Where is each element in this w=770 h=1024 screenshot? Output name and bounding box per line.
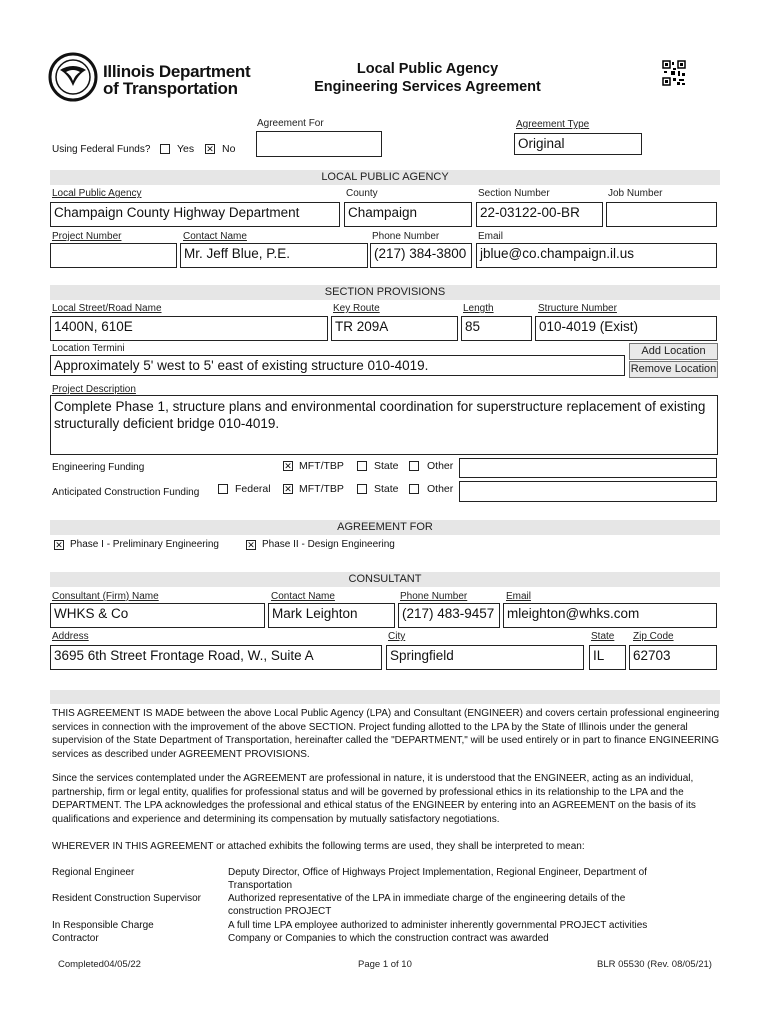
form-title-line-2: Engineering Services Agreement (314, 79, 541, 95)
city-field[interactable]: Springfield (386, 645, 584, 670)
job-number-field[interactable] (606, 202, 717, 227)
federal-funds-yes-label: Yes (177, 143, 195, 155)
lpa-contact-name-field[interactable]: Mr. Jeff Blue, P.E. (180, 243, 368, 268)
completed-date: Completed04/05/22 (58, 959, 141, 970)
consultant-header: CONSULTANT (50, 572, 720, 587)
term-contractor: Contractor (52, 933, 99, 944)
consultant-contact-field[interactable]: Mark Leighton (268, 603, 395, 628)
con-state-label: State (374, 483, 399, 495)
agreement-type-field[interactable]: Original (514, 133, 642, 155)
eng-mft-label: MFT/TBP (299, 460, 344, 472)
definition-in-responsible-charge: A full time LPA employee authorized to administer inherently governmental PROJECT activities (228, 920, 648, 931)
job-number-label: Job Number (608, 188, 663, 199)
federal-funds-yes-checkbox[interactable] (160, 144, 170, 154)
term-regional-engineer: Regional Engineer (52, 867, 135, 878)
term-resident-construction-supervisor: Resident Construction Supervisor (52, 893, 201, 904)
firm-name-field[interactable]: WHKS & Co (50, 603, 265, 628)
agreement-for-header: AGREEMENT FOR (50, 520, 720, 535)
consultant-email-field[interactable]: mleighton@whks.com (503, 603, 717, 628)
idot-logo-icon (48, 52, 98, 102)
lpa-email-field[interactable]: jblue@co.champaign.il.us (476, 243, 717, 268)
lpa-name-label: Local Public Agency (52, 188, 142, 199)
terms-intro-paragraph: WHEREVER IN THIS AGREEMENT or attached exhibits the following terms are used, they shall be interpreted to mean: (52, 841, 585, 852)
agreement-intro-paragraph: THIS AGREEMENT IS MADE between the above Local Public Agency (LPA) and Consultant (ENGINEER) and covers certain professional engineering services in connection with the improvement of the above SECTION. Project funding allotted to the LPA by the State of Illinois under the general supervision of the State Department of Transportation, hereinafter called the "DEPARTMENT," will be used entirely or in part to finance ENGINEERING services as described under AGREEMENT PROVISIONS. (52, 708, 720, 760)
project-description-label: Project Description (52, 384, 136, 395)
agency-line-1: Illinois Department (103, 62, 251, 81)
consultant-phone-field[interactable]: (217) 483-9457 (398, 603, 500, 628)
lpa-contact-name-label: Contact Name (183, 231, 247, 242)
lpa-email-label: Email (478, 231, 504, 242)
form-number: BLR 05530 (Rev. 08/05/21) (597, 959, 712, 970)
section-number-label: Section Number (478, 188, 550, 199)
structure-number-field[interactable]: 010-4019 (Exist) (535, 316, 717, 341)
phase1-label: Phase I - Preliminary Engineering (70, 539, 219, 550)
address-label: Address (52, 631, 89, 642)
consultant-email-label: Email (506, 591, 532, 602)
lpa-section-header: LOCAL PUBLIC AGENCY (50, 170, 720, 185)
term-in-responsible-charge: In Responsible Charge (52, 920, 154, 931)
city-label: City (388, 631, 406, 642)
definition-regional-engineer: Deputy Director, Office of Highways Project Implementation, Regional Engineer, Department of Transportation (228, 867, 647, 891)
idot-logo (48, 52, 98, 102)
lpa-name-field[interactable]: Champaign County Highway Department (50, 202, 340, 227)
street-name-label: Local Street/Road Name (52, 303, 162, 314)
agency-name (103, 63, 250, 97)
definition-contractor: Company or Companies to which the construction contract was awarded (228, 933, 549, 944)
key-route-label: Key Route (333, 303, 380, 314)
con-other-checkbox[interactable] (409, 484, 419, 494)
agreement-body-divider (50, 690, 720, 704)
con-mft-label: MFT/TBP (299, 483, 344, 495)
con-other-field[interactable] (459, 481, 717, 502)
definition-resident-construction-supervisor: Authorized representative of the LPA in immediate charge of the engineering details of the construction PROJECT (228, 893, 626, 917)
remove-location-button[interactable]: Remove Location (629, 361, 718, 378)
structure-number-label: Structure Number (538, 303, 617, 314)
eng-state-checkbox[interactable] (357, 461, 367, 471)
project-number-label: Project Number (52, 231, 122, 242)
state-field[interactable]: IL (589, 645, 626, 670)
professional-status-paragraph: Since the services contemplated under the AGREEMENT are professional in nature, it is understood that the ENGINEER, acting as an individual, partnership, firm or legal entity, qualifies for professional status and will be governed by professional ethics in its relationship to the LPA and the DEPARTMENT. The LPA acknowledges the professional and ethical status of the ENGINEER by entering into an AGREEMENT on the basis of its qualifications and experience and determining its compensation by mutually satisfactory negotiations. (52, 773, 696, 825)
consultant-contact-label: Contact Name (271, 591, 335, 602)
eng-other-label: Other (427, 460, 454, 472)
phase2-checkbox[interactable]: ✕ (247, 540, 255, 550)
eng-other-checkbox[interactable] (409, 461, 419, 471)
zip-field[interactable]: 62703 (629, 645, 717, 670)
con-federal-label: Federal (235, 483, 271, 495)
county-field[interactable]: Champaign (344, 202, 472, 227)
consultant-phone-label: Phone Number (400, 591, 468, 602)
county-label: County (346, 188, 378, 199)
agreement-for-label: Agreement For (257, 118, 324, 129)
eng-other-field[interactable] (459, 458, 717, 478)
project-description-field[interactable]: Complete Phase 1, structure plans and environmental coordination for superstructure replacement of existing structurally deficient bridge 010-4019. (50, 395, 718, 455)
form-title (300, 60, 555, 96)
federal-funds-no-label: No (222, 143, 236, 155)
eng-mft-checkbox[interactable]: ✕ (284, 461, 292, 471)
phase1-checkbox[interactable]: ✕ (55, 540, 63, 550)
zip-label: Zip Code (633, 631, 674, 642)
address-field[interactable]: 3695 6th Street Frontage Road, W., Suite A (50, 645, 382, 670)
eng-state-label: State (374, 460, 399, 472)
location-termini-field[interactable]: Approximately 5' west to 5' east of existing structure 010-4019. (50, 355, 625, 376)
location-termini-label: Location Termini (52, 343, 125, 354)
qr-code-icon (662, 60, 686, 86)
engineering-funding-label: Engineering Funding (52, 462, 145, 473)
con-mft-checkbox[interactable]: ✕ (284, 484, 292, 494)
agency-line-2: of Transportation (103, 79, 238, 98)
lpa-phone-field[interactable]: (217) 384-3800 (370, 243, 472, 268)
lpa-phone-label: Phone Number (372, 231, 440, 242)
agreement-for-field[interactable] (256, 131, 382, 157)
length-field[interactable]: 85 (461, 316, 532, 341)
anticipated-funding-label: Anticipated Construction Funding (52, 487, 200, 498)
phase2-label: Phase II - Design Engineering (262, 539, 395, 550)
length-label: Length (463, 303, 494, 314)
firm-name-label: Consultant (Firm) Name (52, 591, 159, 602)
con-state-checkbox[interactable] (357, 484, 367, 494)
section-number-field[interactable]: 22-03122-00-BR (476, 202, 603, 227)
federal-funds-no-checkbox[interactable]: ✕ (206, 144, 214, 154)
using-federal-funds-label: Using Federal Funds? (52, 144, 151, 155)
project-number-field[interactable] (50, 243, 177, 268)
agreement-type-label: Agreement Type (516, 119, 590, 130)
add-location-button[interactable]: Add Location (629, 343, 718, 360)
page-number: Page 1 of 10 (358, 959, 412, 970)
con-federal-checkbox[interactable] (218, 484, 228, 494)
state-label: State (591, 631, 615, 642)
section-provisions-header: SECTION PROVISIONS (50, 285, 720, 300)
street-name-field[interactable]: 1400N, 610E (50, 316, 328, 341)
con-other-label: Other (427, 483, 454, 495)
key-route-field[interactable]: TR 209A (331, 316, 458, 341)
form-title-line-1: Local Public Agency (356, 61, 499, 77)
